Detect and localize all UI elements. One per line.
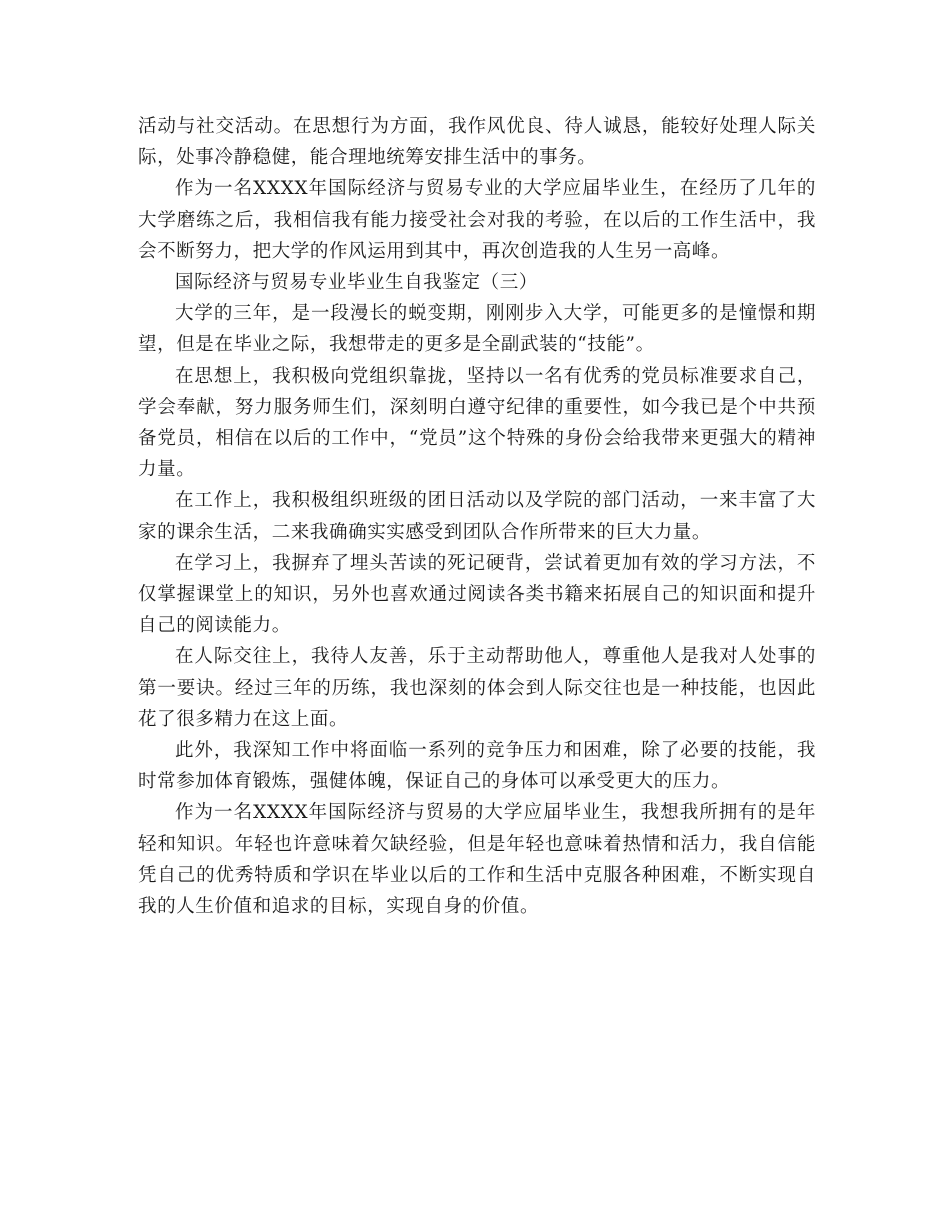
section-heading: 国际经济与贸易专业毕业生自我鉴定（三）: [175, 272, 538, 294]
paragraph-continuation: 活动与社交活动。在思想行为方面，我作风优良、待人诚恳，能较好处理人际关际，处事冷静稳健，能合理地统筹安排生活中的事务。: [138, 116, 816, 169]
paragraph-conclusion: 作为一名XXXX年国际经济与贸易的大学应届毕业生，我想我所拥有的是年轻和知识。年轻也许意味着欠缺经验，但是年轻也意味着热情和活力，我自信能凭自己的优秀特质和学识在毕业以后的工作和生活中克服各种困难，不断实现自我的人生价值和追求的目标，实现自身的价值。: [138, 802, 816, 918]
paragraph-three-years: 大学的三年，是一段漫长的蜕变期，刚刚步入大学，可能更多的是憧憬和期望，但是在毕业之际，我想带走的更多是全副武装的“技能”。: [138, 303, 816, 356]
paragraph-study: 在学习上，我摒弃了埋头苦读的死记硬背，尝试着更加有效的学习方法，不仅掌握课堂上的知识，另外也喜欢通过阅读各类书籍来拓展自己的知识面和提升自己的阅读能力。: [138, 552, 816, 637]
document-body: [138, 111, 816, 922]
paragraph-interpersonal: 在人际交往上，我待人友善，乐于主动帮助他人，尊重他人是我对人处事的第一要诀。经过三年的历练，我也深刻的体会到人际交往也是一种技能，也因此花了很多精力在这上面。: [138, 646, 816, 730]
paragraph-work: 在工作上，我积极组织班级的团日活动以及学院的部门活动，一来丰富了大家的课余生活，二来我确确实实感受到团队合作所带来的巨大力量。: [138, 490, 816, 543]
paragraph-fitness: 此外，我深知工作中将面临一系列的竞争压力和困难，除了必要的技能，我时常参加体育锻炼，强健体魄，保证自己的身体可以承受更大的压力。: [138, 740, 816, 793]
paragraph-graduate-intro: 作为一名XXXX年国际经济与贸易专业的大学应届毕业生，在经历了几年的大学磨练之后，我相信我有能力接受社会对我的考验，在以后的工作生活中，我会不断努力，把大学的作风运用到其中，再次创造我的人生另一高峰。: [138, 178, 816, 262]
paragraph-ideology: 在思想上，我积极向党组织靠拢，坚持以一名有优秀的党员标准要求自己，学会奉献，努力服务师生们，深刻明白遵守纪律的重要性，如今我已是个中共预备党员，相信在以后的工作中，“党员”这个特殊的身份会给我带来更强大的精神力量。: [138, 365, 816, 481]
